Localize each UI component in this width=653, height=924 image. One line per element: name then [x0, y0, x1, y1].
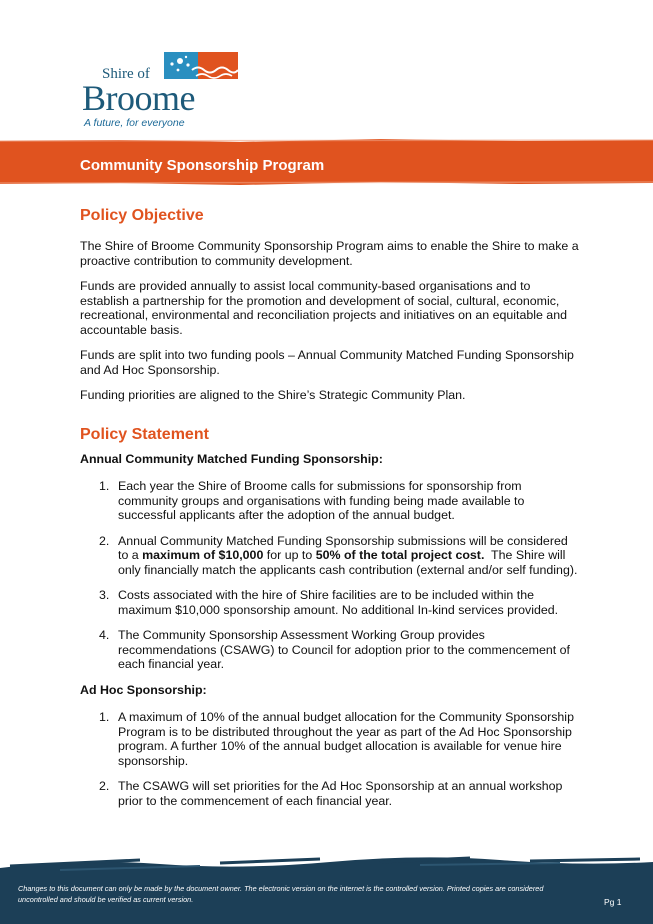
list-number: 3. [99, 588, 110, 602]
list-number: 1. [99, 710, 110, 724]
objective-paragraph: Funds are split into two funding pools – Annual Community Matched Funding Sponsorship and Ad Hoc Sponsorship. [80, 348, 574, 377]
list-item [80, 710, 580, 768]
list-number: 1. [99, 479, 110, 493]
policy-objective-heading: Policy Objective [80, 207, 204, 224]
list-item [80, 534, 580, 578]
annual-sponsorship-list [80, 479, 580, 672]
list-item-text: The Community Sponsorship Assessment Working Group provides recommendations (CSAWG) to Council for adoption prior to the commencement of each financial year. [118, 628, 570, 671]
adhoc-sponsorship-heading: Ad Hoc Sponsorship: [80, 682, 207, 697]
document-body [80, 206, 580, 808]
list-item [80, 628, 580, 672]
adhoc-sponsorship-list [80, 710, 580, 808]
logo-broome: Broome [82, 78, 195, 118]
list-item [80, 588, 580, 617]
list-number: 2. [99, 533, 110, 548]
list-item-text: Costs associated with the hire of Shire facilities are to be included within the maximum $10,000 sponsorship amount. No additional In-kind services provided. [118, 588, 559, 617]
objective-paragraph: Funds are provided annually to assist local community-based organisations and to establish a partnership for the promotion and development of social, cultural, economic, recreational, environmental and reconciliation projects and initiatives on an equitable and accountable basis. [80, 279, 567, 337]
shire-logo [80, 48, 250, 128]
objective-paragraph: The Shire of Broome Community Sponsorship Program aims to enable the Shire to make a proactive contribution to community development. [80, 239, 579, 268]
objective-paragraph: Funding priorities are aligned to the Shire’s Strategic Community Plan. [80, 388, 466, 402]
annual-sponsorship-heading: Annual Community Matched Funding Sponsorship: [80, 451, 383, 466]
logo-tagline: A future, for everyone [84, 117, 185, 129]
max-amount-text: maximum of $10,000 [142, 548, 264, 562]
list-item-text: A maximum of 10% of the annual budget allocation for the Community Sponsorship Program is to be distributed throughout the year as part of the Ad Hoc Sponsorship program. A further 10% of the annual budget allocation is available for venue hire sponsorship. [118, 710, 574, 768]
list-number: 4. [99, 628, 110, 642]
list-item-text: The CSAWG will set priorities for the Ad Hoc Sponsorship at an annual workshop prior to the commencement of each financial year. [118, 779, 563, 808]
page-number: Pg 1 [604, 897, 622, 907]
footer-disclaimer: Changes to this document can only be made by the document owner. The electronic version on the internet is the controlled version. Printed copies are considered uncontrolled and should be verified as current version. [18, 884, 544, 904]
list-item [80, 479, 580, 523]
project-cost-text: 50% of the total project cost. [315, 548, 485, 562]
list-item [80, 779, 580, 808]
list-item-text: Annual Community Matched Funding Sponsorship submissions will be considered to a maximum of $10,000 for up to 50% of the total project cost. The Shire will only financially match the applicants cash contribution (external and/or self funding). [118, 533, 578, 577]
list-item-text: Each year the Shire of Broome calls for submissions for sponsorship from community groups and organisations with funding being made available to successful applicants after the adoption of the annual budget. [118, 479, 525, 522]
logo-shire-of: Shire of [102, 66, 150, 82]
list-number: 2. [99, 779, 110, 793]
banner-title: Community Sponsorship Program [80, 157, 325, 174]
policy-statement-heading: Policy Statement [80, 425, 209, 443]
